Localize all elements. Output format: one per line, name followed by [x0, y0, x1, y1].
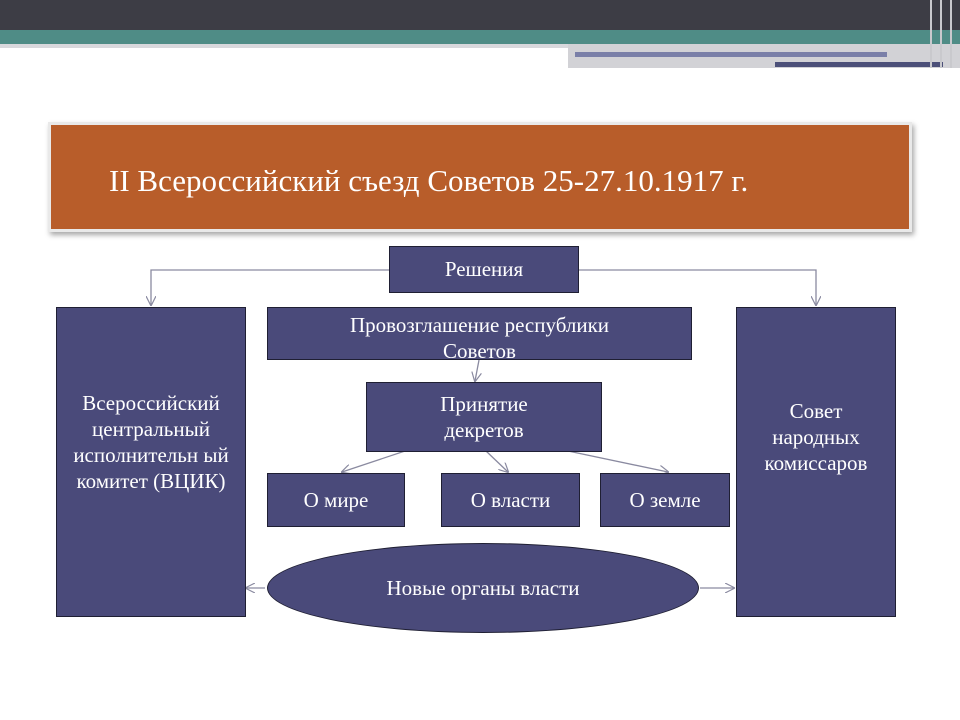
node-sovnarkom-label: Совет народных комиссаров	[764, 398, 868, 476]
connector-decisions-sovnarkom	[578, 270, 816, 305]
node-vtsik-label: Всероссийский центральный исполнительн ый комитет (ВЦИК)	[73, 390, 229, 494]
node-new-organs-label: Новые органы власти	[386, 575, 580, 600]
node-republic-label: Провозглашение республики Советов	[349, 313, 610, 364]
node-sovnarkom	[736, 307, 896, 617]
node-vtsik	[56, 307, 246, 617]
connector-decrees-power	[486, 451, 508, 472]
node-power-label: О власти	[470, 487, 551, 512]
node-land	[600, 473, 730, 527]
node-new-organs	[267, 543, 699, 633]
node-decisions-label: Решения	[444, 257, 524, 282]
node-decisions	[389, 246, 579, 293]
node-decrees-label: Принятие декретов	[440, 391, 528, 442]
node-decrees	[366, 382, 602, 452]
node-land-label: О земле	[629, 487, 701, 512]
node-peace	[267, 473, 405, 527]
node-power	[441, 473, 580, 527]
connector-decrees-peace	[342, 451, 405, 472]
node-peace-label: О мире	[303, 487, 369, 512]
page-title: II Всероссийский съезд Советов 25-27.10.1917 г.	[109, 163, 749, 198]
node-republic	[267, 307, 692, 364]
connector-decisions-vtsik	[151, 270, 390, 305]
connector-decrees-land	[568, 451, 668, 472]
